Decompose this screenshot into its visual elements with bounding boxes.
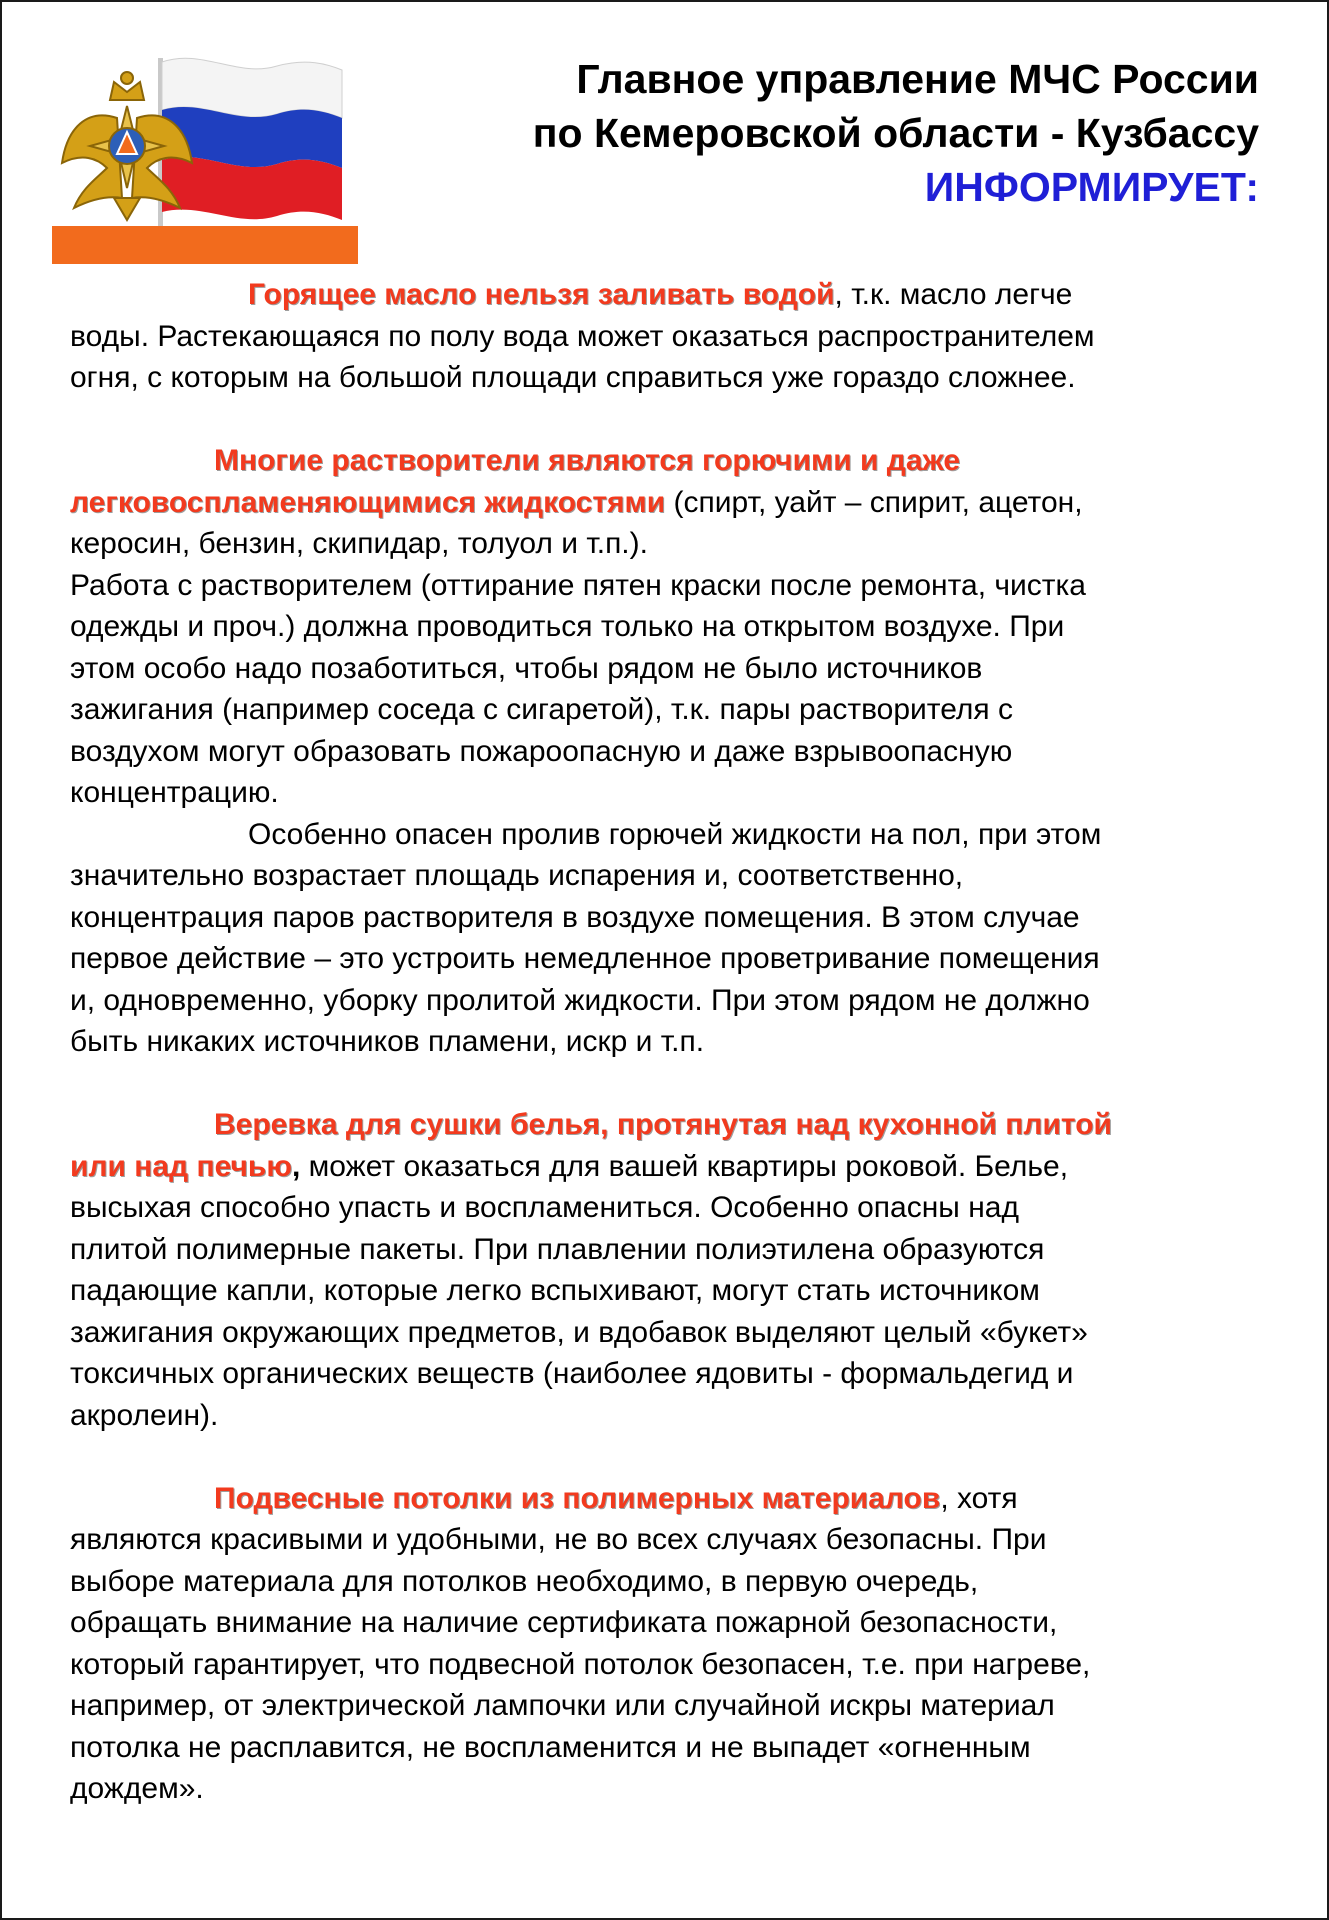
header — [399, 52, 1259, 214]
paragraph-line — [70, 1104, 1280, 1146]
text-run: (спирт, уайт – спирит, ацетон, — [665, 485, 1083, 519]
paragraph-line: одежды и проч.) должна проводиться только на открытом воздухе. При — [70, 610, 1065, 643]
paragraph-line: зажигания окружающих предметов, и вдобавок выделяют целый «букет» — [70, 1315, 1088, 1349]
paragraph-line: значительно возрастает площадь испарения и, соответственно, — [70, 859, 964, 892]
paragraph-line: являются красивыми и удобными, не во всех случаях безопасны. При — [70, 1523, 1047, 1556]
highlight-text: или над печью — [70, 1149, 292, 1183]
paragraph-line: обращать внимание на наличие сертификата пожарной безопасности, — [70, 1606, 1058, 1639]
paragraph-line: воздухом могут образовать пожароопасную и даже взрывоопасную — [70, 734, 1013, 768]
highlight-text: легковоспламеняющимися жидкостями — [70, 485, 666, 519]
paragraph-line — [70, 1478, 1280, 1520]
paragraph-line — [70, 1146, 1280, 1188]
paragraph-line: дождем». — [70, 1772, 204, 1805]
paragraph-line: который гарантирует, что подвесной потолок безопасен, т.е. при нагреве, — [70, 1647, 1091, 1681]
paragraph-line: Работа с растворителем (оттирание пятен краски после ремонта, чистка — [70, 568, 1086, 602]
text-run: , хотя — [940, 1481, 1018, 1515]
paragraph-line: высыхая способно упасть и воспламениться. Особенно опасны над — [70, 1191, 1019, 1224]
paragraph-line: потолка не расплавится, не воспламенится и не выпадет «огненным — [70, 1730, 1031, 1764]
header-informs: ИНФОРМИРУЕТ: — [924, 164, 1259, 210]
paragraph-line: акролеин). — [70, 1398, 219, 1432]
paragraph-line: и, одновременно, уборку пролитой жидкости. При этом рядом не должно — [70, 983, 1090, 1017]
article-body — [70, 274, 1280, 1810]
paragraph-line: воды. Растекающаяся по полу вода может оказаться распространителем — [70, 319, 1095, 353]
highlight-text: Веревка для сушки белья, протянутая над кухонной плитой — [214, 1108, 1112, 1141]
paragraph-line: этом особо надо позаботиться, чтобы рядом не было источников — [70, 651, 983, 685]
highlight-text: Подвесные потолки из полимерных материалов — [214, 1481, 941, 1515]
paragraph-line: Особенно опасен пролив горючей жидкости на пол, при этом — [248, 817, 1102, 851]
paragraph-line: например, от электрической лампочки или случайной искры материал — [70, 1689, 1055, 1722]
paragraph-line: концентрацию. — [70, 776, 279, 809]
header-title-line1: Главное управление МЧС России — [576, 56, 1259, 102]
paragraph-line — [70, 274, 1280, 316]
paragraph-line: выборе материала для потолков необходимо, в первую очередь, — [70, 1564, 979, 1598]
text-run: может оказаться для вашей квартиры роковой. Белье, — [300, 1149, 1069, 1183]
paragraph-line: быть никаких источников пламени, искр и т.п. — [70, 1025, 705, 1058]
mchs-emblem-with-russian-flag-icon — [52, 48, 358, 264]
paragraph-line — [70, 440, 1280, 482]
header-title-line2: по Кемеровской области - Кузбассу — [532, 110, 1259, 156]
paragraph-line: огня, с которым на большой площади справиться уже гораздо сложнее. — [70, 361, 1076, 394]
paragraph-line: керосин, бензин, скипидар, толуол и т.п.). — [70, 527, 648, 560]
text-run: , т.к. масло легче — [834, 278, 1073, 311]
paragraph-line: плитой полимерные пакеты. При плавлении полиэтилена образуются — [70, 1232, 1045, 1266]
paragraph-line: концентрация паров растворителя в воздухе помещения. В этом случае — [70, 900, 1080, 934]
highlight-text: Горящее масло нельзя заливать водой — [248, 278, 835, 311]
paragraph-line: токсичных органических веществ (наиболее ядовиты - формальдегид и — [70, 1357, 1074, 1390]
text-run: , — [292, 1149, 301, 1183]
highlight-text: Многие растворители являются горючими и даже — [214, 444, 961, 477]
paragraph-line — [70, 482, 1280, 524]
paragraph-line: первое действие – это устроить немедленное проветривание помещения — [70, 942, 1100, 975]
paragraph-line: падающие капли, которые легко вспыхивают, могут стать источником — [70, 1274, 1040, 1307]
paragraph-line: зажигания (например соседа с сигаретой), т.к. пары растворителя с — [70, 693, 1013, 726]
